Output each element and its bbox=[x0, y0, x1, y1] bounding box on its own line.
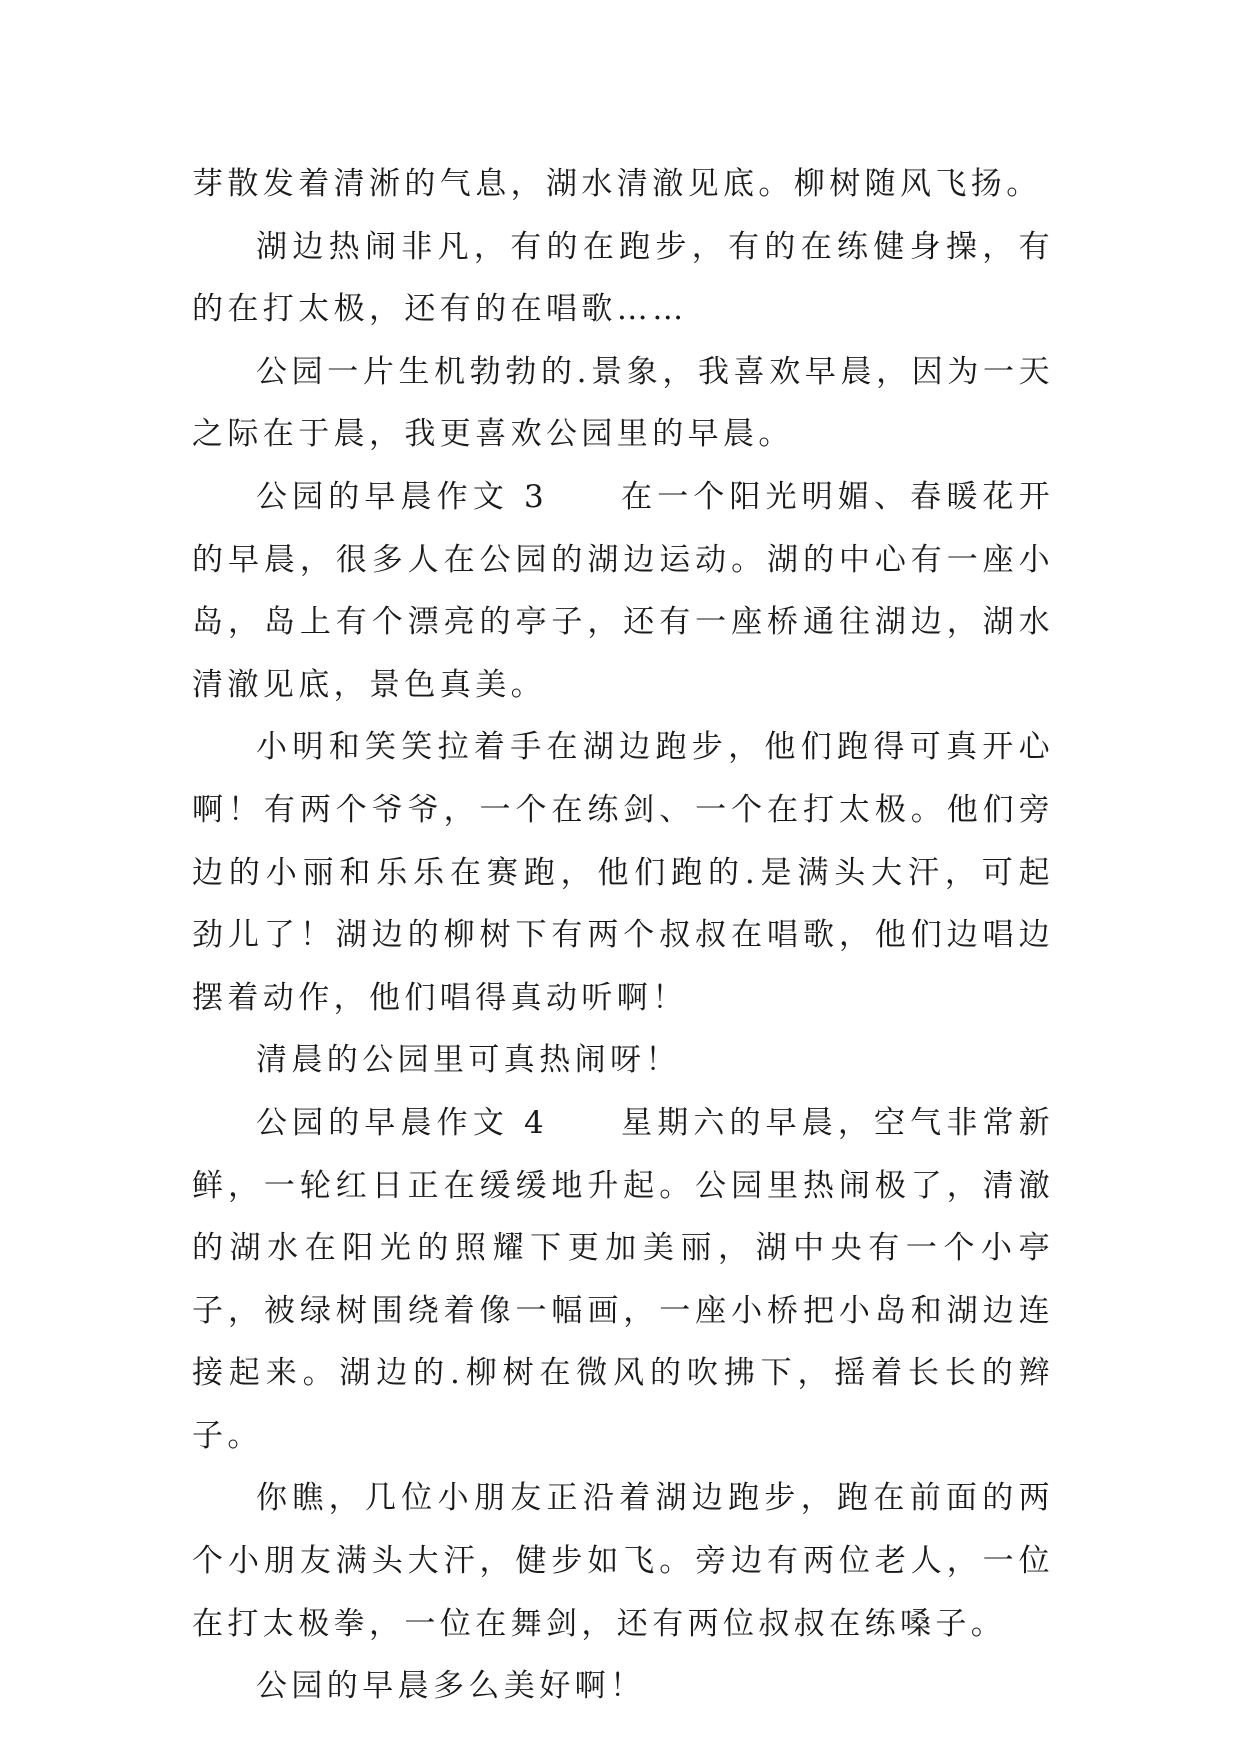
paragraph-7: 公园的早晨作文 4 星期六的早晨，空气非常新鲜，一轮红日正在缓缓地升起。公园里热闹极了，清澈的湖水在阳光的照耀下更加美丽，湖中央有一个小亭子，被绿树围绕着像一幅画，一座小桥把小岛和湖边连接起来。湖边的.柳树在微风的吹拂下，摇着长长的辫子。 bbox=[192, 1104, 1054, 1454]
paragraph-2: 湖边热闹非凡，有的在跑步，有的在练健身操，有的在打太极，还有的在唱歌…… bbox=[192, 228, 1054, 328]
paragraph-8: 你瞧，几位小朋友正沿着湖边跑步，跑在前面的两个小朋友满头大汗，健步如飞。旁边有两位老人，一位在打太极拳，一位在舞剑，还有两位叔叔在练嗓子。 bbox=[192, 1480, 1054, 1642]
paragraph-4: 公园的早晨作文 3 在一个阳光明媚、春暖花开的早晨，很多人在公园的湖边运动。湖的中心有一座小岛，岛上有个漂亮的亭子，还有一座桥通往湖边，湖水清澈见底，景色真美。 bbox=[192, 478, 1054, 703]
paragraph-1: 芽散发着清淅的气息，湖水清澈见底。柳树随风飞扬。 bbox=[192, 166, 1042, 202]
paragraph-9: 公园的早晨多么美好啊！ bbox=[256, 1668, 646, 1705]
paragraph-5: 小明和笑笑拉着手在湖边跑步，他们跑得可真开心啊！有两个爷爷，一个在练剑、一个在打太极。他们旁边的小丽和乐乐在赛跑，他们跑的.是满头大汗，可起劲儿了！湖边的柳树下有两个叔叔在唱歌，他们边唱边摆着动作，他们唱得真动听啊！ bbox=[192, 729, 1054, 1016]
paragraph-6: 清晨的公园里可真热闹呀！ bbox=[256, 1042, 681, 1079]
document-body bbox=[192, 153, 1054, 1718]
paragraph-3: 公园一片生机勃勃的.景象，我喜欢早晨，因为一天之际在于晨，我更喜欢公园里的早晨。 bbox=[192, 353, 1054, 453]
